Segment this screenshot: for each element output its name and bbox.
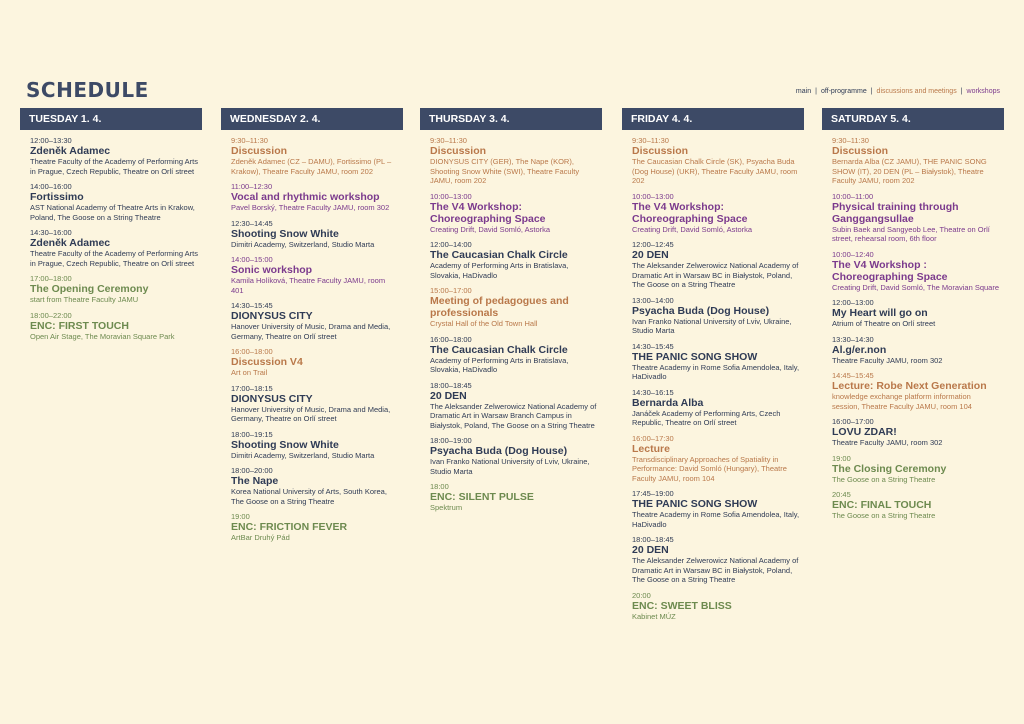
event-item [832, 192, 1000, 244]
event-name: Al.g/er.non [832, 343, 887, 356]
event-name: ENC: SILENT PULSE [430, 491, 534, 503]
event-time: 9:30–11:30 [430, 136, 467, 145]
event-place: Dimitri Academy, Switzerland, Studio Marta [231, 239, 375, 249]
event-item [30, 274, 198, 305]
event-item [30, 311, 198, 342]
event-item [231, 219, 399, 250]
event-time: 10:00–12:40 [832, 249, 874, 259]
event-time: 13:30–14:30 [832, 334, 874, 344]
event-name: Psyacha Buda (Dog House) [632, 304, 770, 317]
event-place: Hanover University of Music, Drama and Media, Germany, Theatre on Orlí street [231, 322, 391, 341]
event-name: Discussion [430, 145, 487, 157]
day-header: FRIDAY 4. 4. [622, 108, 804, 130]
event-time: 9:30–11:30 [231, 136, 268, 145]
event-list [822, 136, 1004, 521]
event-time: 17:00–18:15 [231, 383, 273, 393]
event-item [231, 384, 399, 424]
event-item [832, 335, 1000, 366]
event-name: DIONYSUS CITY [231, 392, 313, 405]
event-name: THE PANIC SONG SHOW [632, 498, 758, 510]
event-item [430, 482, 598, 513]
event-place: Theatre Faculty JAMU, room 302 [832, 438, 943, 447]
event-place: Subin Baek and Sangyeob Lee, Theatre on Orlí street, rehearsal room, 6th floor [832, 224, 990, 243]
event-item [231, 430, 399, 461]
event-item [832, 417, 1000, 448]
event-time: 18:00–18:45 [632, 535, 674, 544]
event-time: 18:00–19:15 [231, 429, 273, 439]
event-place: Ivan Franko National University of Lviv, Ukraine, Studio Marta [430, 457, 590, 476]
event-place: Transdisciplinary Approaches of Spatiality in Performance: David Somló (Hungary), Theatre Faculty JAMU, room 104 [632, 454, 787, 483]
event-item [30, 228, 198, 268]
event-time: 18:00–19:00 [430, 436, 472, 445]
event-time: 12:00–13:30 [30, 136, 72, 145]
event-name: Zdeněk Adamec [30, 145, 111, 157]
legend-separator: | [870, 88, 873, 95]
event-place: start from Theatre Faculty JAMU [30, 295, 139, 304]
event-name: The Caucasian Chalk Circle [430, 343, 568, 356]
event-place: The Aleksander Zelwerowicz National Academy of Dramatic Art in Warsaw BC in Białystok, Poland, The Goose on a String Theatre [632, 556, 799, 584]
event-time: 11:00–12:30 [231, 182, 273, 191]
event-name: 20 DEN [632, 544, 669, 556]
event-place: Pavel Borský, Theatre Faculty JAMU, room 302 [231, 203, 390, 212]
event-place: Bernarda Alba (CZ JAMU), THE PANIC SONG SHOW (IT), 20 DEN (PL – Białystok), Theatre Faculty JAMU, room 202 [832, 157, 987, 185]
event-place: Theatre Academy in Rome Sofia Amendolea, Italy, HaDivadlo [632, 362, 800, 381]
event-item [231, 301, 399, 341]
event-name: Shooting Snow White [231, 438, 339, 451]
event-time: 19:00 [231, 512, 250, 521]
event-name: Lecture [632, 442, 670, 455]
event-item [832, 298, 1000, 329]
event-place: Open Air Stage, The Moravian Square Park [30, 331, 175, 341]
event-time: 15:00–17:00 [430, 286, 472, 295]
event-time: 20:45 [832, 490, 851, 499]
event-name: DIONYSUS CITY [231, 310, 313, 322]
event-name: Fortissimo [30, 191, 84, 203]
event-item [430, 192, 598, 235]
event-item [632, 489, 800, 529]
event-place: Ivan Franko National University of Lviv, Ukraine, Studio Marta [632, 316, 792, 335]
event-place: The Caucasian Chalk Circle (SK), Psyacha Buda (Dog House) (UKR), Theatre Faculty JAMU, room 202 [632, 157, 798, 185]
event-time: 14:30–16:00 [30, 228, 72, 237]
event-place: Hanover University of Music, Drama and Media, Germany, Theatre on Orlí street [231, 404, 391, 423]
event-item [231, 347, 399, 378]
event-place: ArtBar Druhý Pád [231, 533, 290, 542]
legend [796, 88, 1000, 95]
event-name: The V4 Workshop : Choreographing Space [832, 258, 948, 283]
day-header: TUESDAY 1. 4. [20, 108, 202, 130]
event-place: AST National Academy of Theatre Arts in Krakow, Poland, The Goose on a String Theatre [30, 203, 195, 222]
event-time: 14:45–15:45 [832, 371, 874, 380]
event-place: Atrium of Theatre on Orlí street [832, 319, 936, 328]
day-column [622, 108, 804, 621]
event-place: The Aleksander Zelwerowicz National Academy of Dramatic Art in Warsaw Branch Campus in Białystok, Poland, The Goose on a String Theatre [430, 401, 597, 430]
event-item [231, 512, 399, 543]
event-place: Academy of Performing Arts in Bratislava, Slovakia, HaDivadlo [430, 355, 569, 374]
event-time: 16:00–17:00 [832, 417, 874, 426]
event-item [430, 335, 598, 375]
event-time: 13:00–14:00 [632, 295, 674, 305]
event-item [832, 490, 1000, 521]
event-place: Theatre Faculty of the Academy of Performing Arts in Prague, Czech Republic, Theatre on Orlí street [30, 249, 198, 268]
event-time: 16:00–18:00 [430, 334, 472, 344]
event-place: Creating Drift, David Somló, Astorka [632, 224, 753, 234]
event-item [430, 136, 598, 186]
event-place: The Goose on a String Theatre [832, 474, 936, 484]
event-time: 14:30–15:45 [231, 301, 273, 310]
event-item [632, 296, 800, 336]
event-place: Zdeněk Adamec (CZ – DAMU), Fortissimo (PL – Krakow), Theatre Faculty JAMU, room 202 [231, 157, 392, 176]
legend-discussions: discussions and meetings [876, 88, 957, 95]
event-place: Crystal Hall of the Old Town Hall [430, 319, 538, 328]
event-place: Theatre Faculty JAMU, room 302 [832, 355, 943, 365]
day-column [221, 108, 403, 543]
event-list [20, 136, 202, 341]
event-name: Discussion [832, 145, 889, 157]
event-place: Creating Drift, David Somló, The Moravian Square [832, 282, 1000, 292]
event-time: 20:00 [632, 590, 651, 600]
event-time: 14:00–15:00 [231, 255, 273, 264]
event-name: Sonic workshop [231, 264, 313, 276]
event-item [832, 454, 1000, 485]
event-item [632, 535, 800, 585]
event-place: Korea National University of Arts, South Korea, The Goose on a String Theatre [231, 487, 387, 506]
event-item [430, 381, 598, 431]
event-time: 12:00–14:00 [430, 240, 472, 249]
day-column [420, 108, 602, 513]
event-item [632, 240, 800, 290]
event-time: 12:00–13:00 [832, 298, 874, 307]
event-item [832, 371, 1000, 411]
event-name: ENC: SWEET BLISS [632, 599, 732, 612]
event-item [632, 434, 800, 484]
event-time: 14:30–15:45 [632, 341, 674, 351]
event-item [632, 192, 800, 235]
day-column [822, 108, 1004, 521]
event-place: DIONYSUS CITY (GER), The Nape (KOR), Shooting Snow White (SWI), Theatre Faculty JAMU, room 202 [430, 157, 580, 185]
legend-separator: | [960, 88, 963, 95]
event-name: Meeting of pedagogues and professionals [430, 295, 569, 319]
event-name: The Caucasian Chalk Circle [430, 249, 568, 261]
event-name: Zdeněk Adamec [30, 237, 111, 249]
event-place: Janáček Academy of Performing Arts, Czech Republic, Theatre on Orlí street [632, 408, 781, 427]
event-name: Shooting Snow White [231, 227, 339, 240]
event-time: 12:30–14:45 [231, 218, 273, 228]
event-item [832, 136, 1000, 186]
event-place: Art on Trail [231, 368, 268, 377]
event-name: Discussion [632, 145, 689, 157]
event-item [632, 136, 800, 186]
event-list [221, 136, 403, 543]
event-place: The Aleksander Zelwerowicz National Academy of Dramatic Art in Warsaw BC in Białystok, Poland, The Goose on a String Theatre [632, 261, 799, 289]
event-time: 17:00–18:00 [30, 274, 72, 283]
event-place: Dimitri Academy, Switzerland, Studio Marta [231, 450, 375, 460]
event-item [430, 436, 598, 476]
event-place: Academy of Performing Arts in Bratislava, Slovakia, HaDivadlo [430, 261, 569, 280]
event-name: My Heart will go on [832, 307, 928, 319]
event-time: 18:00–20:00 [231, 466, 273, 475]
event-name: The Closing Ceremony [832, 462, 947, 475]
event-place: Kabinet MÚZ [632, 611, 676, 621]
event-item [430, 240, 598, 280]
event-item [30, 136, 198, 176]
event-time: 14:00–16:00 [30, 182, 72, 191]
event-time: 10:00–11:00 [832, 191, 874, 201]
event-name: Discussion [231, 145, 288, 157]
legend-workshops: workshops [966, 88, 1000, 95]
event-item [430, 286, 598, 329]
event-name: Psyacha Buda (Dog House) [430, 445, 568, 457]
event-item [632, 342, 800, 382]
event-name: The V4 Workshop: Choreographing Space [632, 200, 748, 225]
event-name: ENC: FINAL TOUCH [832, 499, 932, 511]
event-item [632, 591, 800, 622]
event-place: Kamila Holíková, Theatre Faculty JAMU, room 401 [231, 276, 386, 295]
event-time: 18:00–22:00 [30, 310, 72, 320]
event-name: The Nape [231, 475, 279, 487]
event-name: The Opening Ceremony [30, 283, 149, 295]
legend-off-programme: off-programme [820, 88, 867, 95]
event-item [231, 466, 399, 506]
event-name: Physical training through Ganggangsullae [832, 200, 959, 225]
event-time: 12:00–12:45 [632, 240, 674, 249]
page-title: SCHEDULE [26, 78, 149, 102]
event-name: Lecture: Robe Next Generation [832, 380, 987, 392]
event-item [632, 388, 800, 428]
event-time: 10:00–13:00 [430, 191, 472, 201]
event-place: The Goose on a String Theatre [832, 511, 936, 520]
event-place: Spektrum [430, 503, 463, 512]
legend-separator: | [815, 88, 817, 95]
event-item [231, 182, 399, 213]
day-header: SATURDAY 5. 4. [822, 108, 1004, 130]
event-name: 20 DEN [430, 389, 467, 402]
event-name: The V4 Workshop: Choreographing Space [430, 200, 546, 225]
event-list [420, 136, 602, 513]
event-name: THE PANIC SONG SHOW [632, 350, 758, 363]
event-time: 18:00 [430, 482, 449, 491]
event-time: 18:00–18:45 [430, 380, 472, 390]
event-time: 10:00–13:00 [632, 191, 674, 201]
event-place: Theatre Academy in Rome Sofia Amendolea, Italy, HaDivadlo [632, 510, 800, 529]
event-time: 14:30–16:15 [632, 387, 674, 397]
event-item [231, 136, 399, 176]
day-column [20, 108, 202, 341]
event-name: LOVU ZDAR! [832, 426, 897, 438]
event-name: Bernarda Alba [632, 396, 704, 409]
event-name: Discussion V4 [231, 356, 303, 368]
event-place: Theatre Faculty of the Academy of Performing Arts in Prague, Czech Republic, Theatre on Orlí street [30, 157, 198, 176]
event-time: 9:30–11:30 [632, 136, 669, 145]
event-name: 20 DEN [632, 249, 669, 261]
event-place: Creating Drift, David Somló, Astorka [430, 224, 551, 234]
event-time: 16:00–18:00 [231, 347, 273, 356]
day-header: WEDNESDAY 2. 4. [221, 108, 403, 130]
event-time: 16:00–17:30 [632, 433, 674, 443]
event-name: ENC: FRICTION FEVER [231, 521, 348, 533]
event-item [231, 255, 399, 295]
event-time: 19:00 [832, 453, 851, 463]
event-item [30, 182, 198, 222]
event-time: 9:30–11:30 [832, 136, 869, 145]
event-time: 17:45–19:00 [632, 489, 674, 498]
event-list [622, 136, 804, 621]
event-place: knowledge exchange platform information session, Theatre Faculty JAMU, room 104 [832, 392, 972, 411]
event-name: ENC: FIRST TOUCH [30, 319, 129, 332]
legend-main: main [795, 88, 812, 95]
event-item [832, 250, 1000, 293]
day-header: THURSDAY 3. 4. [420, 108, 602, 130]
event-name: Vocal and rhythmic workshop [231, 191, 380, 203]
